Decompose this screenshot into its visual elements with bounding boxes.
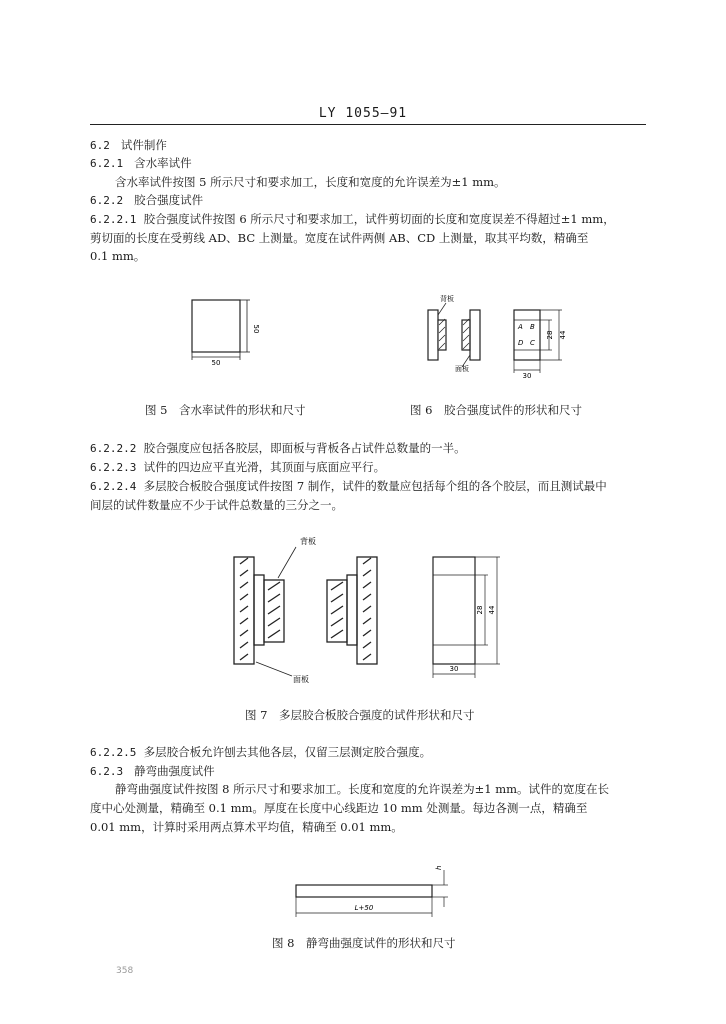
fig6-point-d: D (518, 339, 524, 347)
paragraph-6-2-2-3: 6.2.2.3 试件的四边应平直光滑，其顶面与底面应平行。 (90, 460, 386, 474)
section-title: 含水率试件 (134, 156, 192, 170)
section-number: 6.2.2.2 (90, 442, 137, 455)
figure-7-caption: 图 7 多层胶合板胶合强度的试件形状和尺寸 (245, 708, 475, 722)
standard-code-header: LY 1055—91 (318, 106, 408, 121)
section-6-2 (90, 137, 167, 154)
figure-8 (0, 845, 726, 935)
section-number: 6.2.3 (90, 765, 124, 778)
fig6-label-back: 背板 (440, 295, 454, 303)
section-title: 胶合强度试件 (134, 193, 204, 207)
section-6-2-2 (90, 192, 203, 209)
section-title: 试件制作 (120, 138, 167, 152)
section-6-2-3 (90, 763, 215, 780)
section-number: 6.2.2.1 (90, 213, 137, 226)
paragraph-6-2-3-line3: 0.01 mm，计算时采用两点算术平均值，精确至 0.01 mm。 (90, 820, 403, 834)
section-6-2-1 (90, 155, 192, 172)
figure-6-caption: 图 6 胶合强度试件的形状和尺寸 (410, 403, 582, 417)
paragraph-6-2-2-4-line2: 间层的试件数量应不少于试件总数量的三分之一。 (90, 498, 343, 512)
fig6-label-face: 面板 (455, 365, 469, 373)
section-number: 6.2.1 (90, 157, 124, 170)
paragraph-6-2-3-line1: 静弯曲强度试件按图 8 所示尺寸和要求加工。长度和宽度的允许误差为±1 mm。试件的宽度在长 (115, 782, 610, 796)
fig6-point-c: C (530, 339, 535, 347)
fig8-dim-length: L+50 (354, 904, 374, 912)
figure-5-diagram (192, 300, 250, 360)
figures-5-6 (0, 285, 726, 425)
paragraph-6-2-3-line2: 度中心处测量，精确至 0.1 mm。厚度在长度中心线距边 10 mm 处测量。每边各测一点，精确至 (90, 801, 588, 815)
fig6-point-a: A (518, 323, 523, 331)
fig6-dim-inner: 28 (546, 330, 554, 340)
figure-7-left-specimen (234, 547, 296, 676)
fig7-dim-outer: 44 (488, 605, 496, 615)
fig7-dim-width: 30 (449, 665, 459, 673)
fig6-dim-outer: 44 (559, 330, 567, 340)
fig7-label-face: 面板 (293, 675, 309, 684)
fig6-point-b: B (530, 323, 535, 331)
paragraph-6-2-2-4-line1: 6.2.2.4 多层胶合板胶合强度试件按图 7 制作，试件的数量应包括每个组的各个胶层，而且测试最中 (90, 479, 607, 493)
paragraph-6-2-2-2: 6.2.2.2 胶合强度应包括各胶层，即面板与背板各占试件总数量的一半。 (90, 441, 466, 455)
header-rule (90, 124, 646, 125)
section-number: 6.2.2.3 (90, 461, 137, 474)
fig7-dim-inner: 28 (476, 605, 484, 615)
figure-7-right-specimen (327, 557, 377, 664)
figure-7-front-view (433, 557, 500, 678)
paragraph-6-2-1: 含水率试件按图 5 所示尺寸和要求加工，长度和宽度的允许误差为±1 mm。 (115, 175, 506, 189)
fig5-dim-width: 50 (211, 359, 221, 367)
paragraph-6-2-2-1-line3: 0.1 mm。 (90, 249, 146, 263)
figure-5-caption: 图 5 含水率试件的形状和尺寸 (145, 403, 306, 417)
fig5-dim-height: 50 (252, 324, 260, 334)
section-number: 6.2.2.4 (90, 480, 137, 493)
paragraph-6-2-2-1-line1: 6.2.2.1 胶合强度试件按图 6 所示尺寸和要求加工，试件剪切面的长度和宽度误差不得超过±1 mm， (90, 212, 615, 226)
figure-8-caption: 图 8 静弯曲强度试件的形状和尺寸 (272, 936, 456, 950)
page-number: 358 (116, 966, 134, 976)
fig6-dim-width: 30 (522, 372, 532, 380)
fig8-dim-thickness: h (435, 865, 443, 870)
section-title: 静弯曲强度试件 (134, 764, 215, 778)
section-number: 6.2.2 (90, 194, 124, 207)
figure-7 (0, 530, 726, 690)
figure-6-side-view (428, 303, 480, 367)
fig7-label-back: 背板 (300, 537, 316, 546)
paragraph-6-2-2-1-line2: 剪切面的长度在受剪线 AD、BC 上测量。宽度在试件两侧 AB、CD 上测量，取其平均数，精确至 (90, 231, 589, 245)
section-number: 6.2.2.5 (90, 746, 137, 759)
paragraph-6-2-2-5: 6.2.2.5 多层胶合板允许刨去其他各层，仅留三层测定胶合强度。 (90, 745, 432, 759)
section-number: 6.2 (90, 139, 110, 152)
